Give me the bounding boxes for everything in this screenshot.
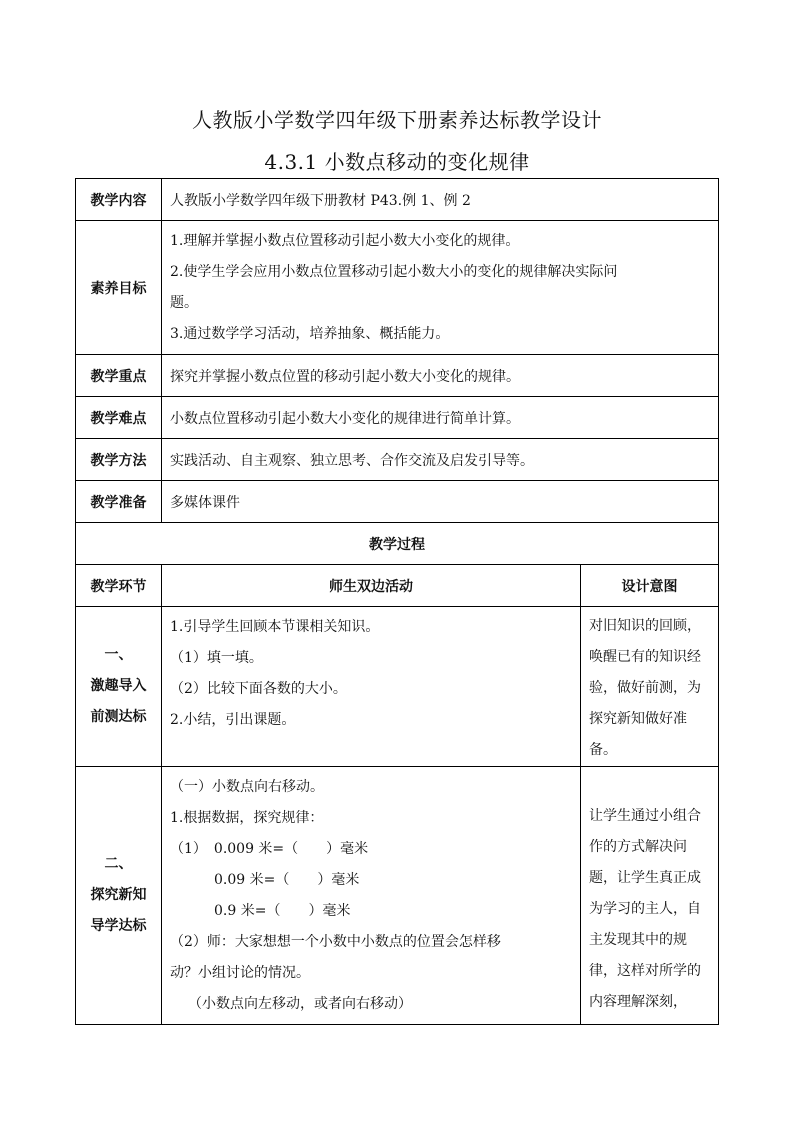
stage-2-activities <box>162 767 581 1025</box>
label-difficulties: 教学难点 <box>76 397 162 439</box>
row-difficulties <box>76 397 719 439</box>
value-methods: 实践活动、自主观察、独立思考、合作交流及启发引导等。 <box>162 439 719 481</box>
stage-2-title: 探究新知 <box>90 887 147 903</box>
row-teaching-content <box>76 179 719 221</box>
objective-line: 2.使学生学会应用小数点位置移动引起小数大小的变化的规律解决实际问 <box>170 264 618 280</box>
activity-line: （一）小数点向右移动。 <box>170 779 324 795</box>
stage-1-subtitle: 前测达标 <box>90 709 147 725</box>
activity-line: （2）比较下面各数的大小。 <box>170 681 347 697</box>
activity-line: 1.引导学生回顾本节课相关知识。 <box>170 619 380 635</box>
row-process-header <box>76 523 719 565</box>
row-preparation <box>76 481 719 523</box>
stage-2-intent: 让学生通过小组合作的方式解决问题，让学生真正成为学习的主人，自主发现其中的规律，这样对所学的内容理解深刻， <box>581 767 719 1025</box>
objectives-list <box>162 221 719 355</box>
activity-line: 2.小结，引出课题。 <box>170 712 296 728</box>
stage-1-number: 一、 <box>104 647 133 663</box>
activity-line: （2）师：大家想想一个小数中小数点的位置会怎样移 <box>170 934 501 950</box>
stage-1-intent: 对旧知识的回顾，唤醒已有的知识经验，做好前测，为探究新知做好准备。 <box>581 607 719 767</box>
label-methods: 教学方法 <box>76 439 162 481</box>
stage-1-name <box>76 607 162 767</box>
process-header: 教学过程 <box>76 523 719 565</box>
value-key-points: 探究并掌握小数点位置的移动引起小数大小变化的规律。 <box>162 355 719 397</box>
stage-1-activities <box>162 607 581 767</box>
activity-line: 0.9 米=（ ）毫米 <box>214 903 351 919</box>
stage-2-number: 二、 <box>104 856 133 872</box>
objective-line: 1.理解并掌握小数点位置移动引起小数大小变化的规律。 <box>170 233 520 249</box>
lesson-title: 4.3.1 小数点移动的变化规律 <box>264 150 530 174</box>
row-stage-2 <box>76 767 719 1025</box>
column-header-stage: 教学环节 <box>76 565 162 607</box>
objective-line: 题。 <box>170 295 198 311</box>
row-stage-1 <box>76 607 719 767</box>
document-title: 人教版小学数学四年级下册素养达标教学设计 <box>192 108 602 132</box>
value-difficulties: 小数点位置移动引起小数大小变化的规律进行简单计算。 <box>162 397 719 439</box>
activity-line: 动？小组讨论的情况。 <box>170 965 310 981</box>
column-header-intent: 设计意图 <box>581 565 719 607</box>
activity-line: （1） 0.009 米=（ ）毫米 <box>170 841 369 857</box>
activity-line: （小数点向左移动，或者向右移动） <box>188 996 412 1012</box>
activity-line: 0.09 米=（ ）毫米 <box>214 872 360 888</box>
row-column-headers <box>76 565 719 607</box>
row-methods <box>76 439 719 481</box>
row-objectives <box>76 221 719 355</box>
stage-2-name <box>76 767 162 1025</box>
column-header-activities: 师生双边活动 <box>162 565 581 607</box>
activity-line: 1.根据数据，探究规律： <box>170 810 324 826</box>
label-key-points: 教学重点 <box>76 355 162 397</box>
label-objectives: 素养目标 <box>76 221 162 355</box>
value-preparation: 多媒体课件 <box>162 481 719 523</box>
lesson-plan-table <box>75 178 719 1025</box>
label-teaching-content: 教学内容 <box>76 179 162 221</box>
label-preparation: 教学准备 <box>76 481 162 523</box>
activity-line: （1）填一填。 <box>170 650 263 666</box>
stage-2-subtitle: 导学达标 <box>90 918 147 934</box>
objective-line: 3.通过数学学习活动，培养抽象、概括能力。 <box>170 326 450 342</box>
value-teaching-content: 人教版小学数学四年级下册教材 P43.例 1、例 2 <box>162 179 719 221</box>
stage-1-title: 激趣导入 <box>90 678 147 694</box>
row-key-points <box>76 355 719 397</box>
